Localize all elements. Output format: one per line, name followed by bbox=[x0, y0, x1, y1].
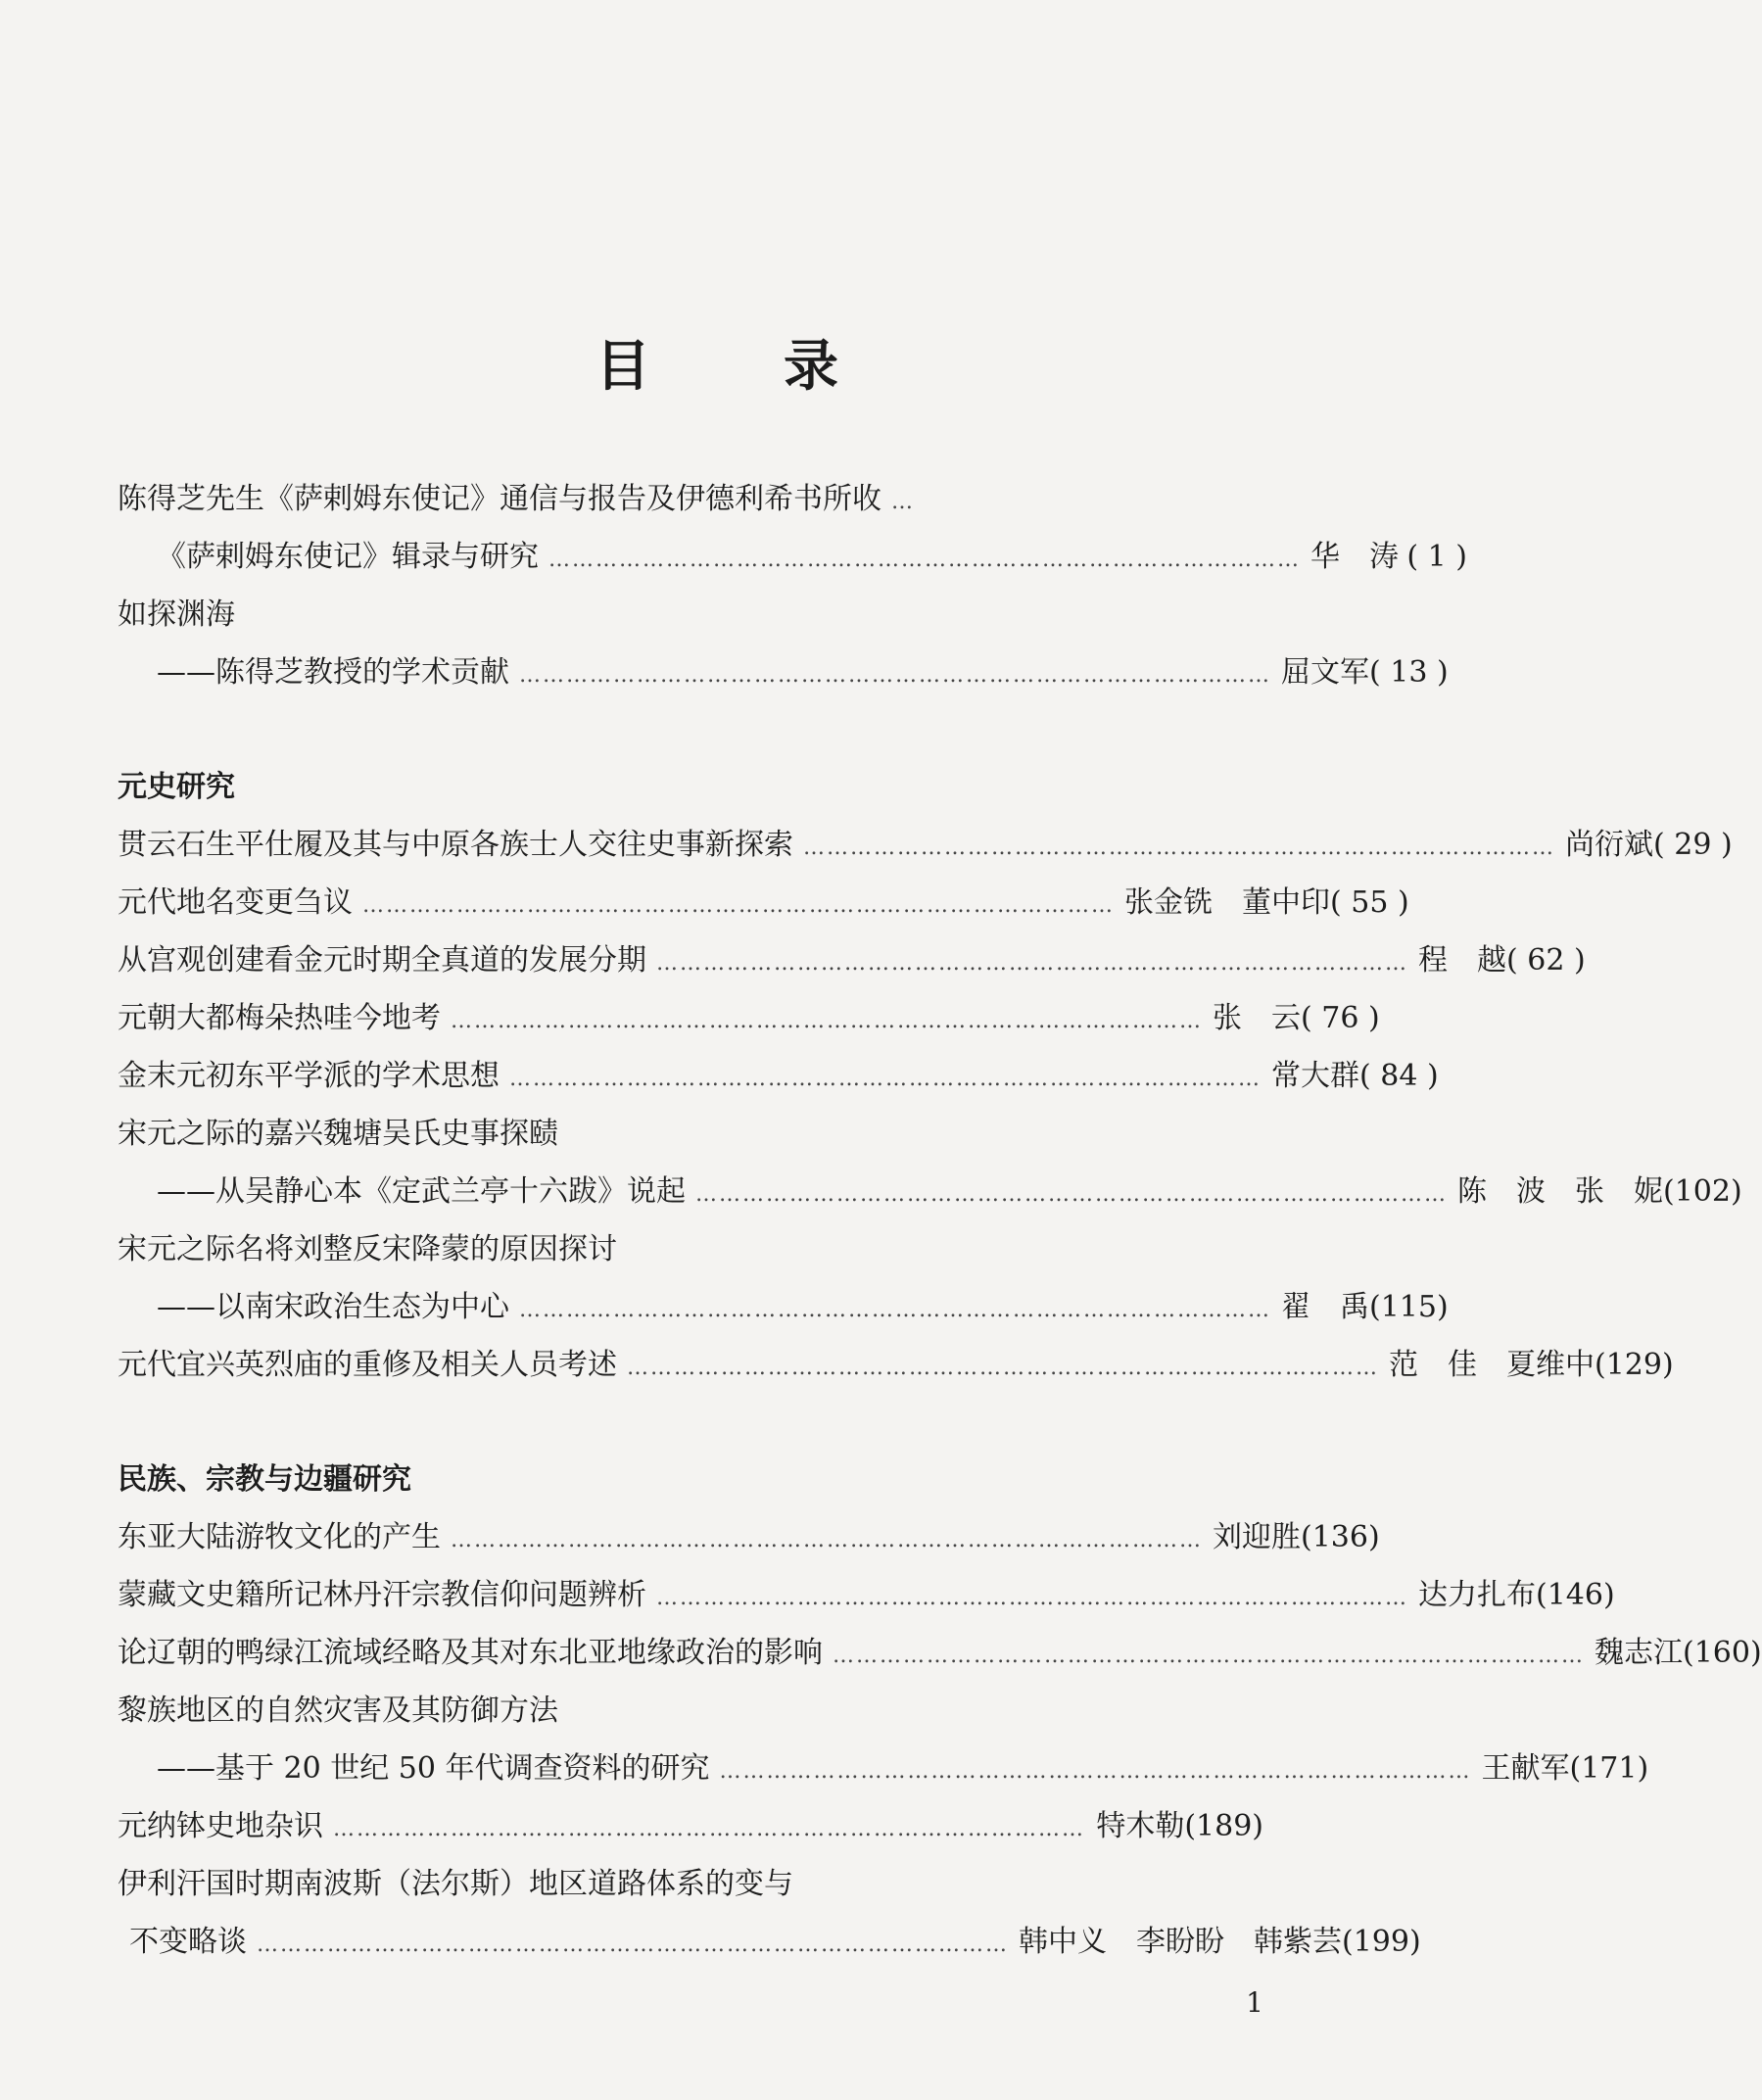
entry-page: (115) bbox=[1369, 1290, 1449, 1324]
toc-entry bbox=[118, 1336, 1674, 1394]
entry-author: 张金铣 董中印 bbox=[1124, 885, 1330, 920]
entry-page: (171) bbox=[1569, 1751, 1649, 1786]
section-heading: 元史研究 bbox=[118, 770, 235, 804]
entry-title: 宋元之际的嘉兴魏塘吴氏史事探赜 bbox=[118, 1117, 558, 1151]
page-number: 1 bbox=[1246, 1986, 1263, 2019]
dot-leader: …………………………………………………………………………………… bbox=[719, 1759, 1472, 1784]
toc-entry bbox=[118, 1797, 1263, 1855]
toc-entry bbox=[118, 1278, 1449, 1336]
entry-title: 伊利汗国时期南波斯（法尔斯）地区道路体系的变与 bbox=[118, 1867, 793, 1901]
section-heading: 民族、宗教与边疆研究 bbox=[118, 1462, 411, 1497]
entry-author: 刘迎胜 bbox=[1213, 1520, 1301, 1554]
entry-title: ——基于 20 世纪 50 年代调查资料的研究 bbox=[157, 1751, 710, 1786]
table-of-contents bbox=[118, 470, 1762, 1971]
entry-page: ( 84 ) bbox=[1359, 1059, 1439, 1093]
entry-title: 宋元之际名将刘整反宋降蒙的原因探讨 bbox=[118, 1232, 617, 1266]
entry-page: (199) bbox=[1342, 1925, 1421, 1959]
entry-author: 张 云 bbox=[1213, 1001, 1301, 1035]
toc-entry bbox=[118, 1163, 1742, 1220]
toc-entry bbox=[118, 528, 1467, 586]
entry-author: 华 涛 bbox=[1310, 540, 1399, 574]
dot-leader: …………………………………………………………………………………… bbox=[548, 548, 1301, 572]
entry-author: 陈 波 张 妮 bbox=[1457, 1174, 1663, 1209]
toc-entry bbox=[118, 1913, 1421, 1971]
entry-page: ( 29 ) bbox=[1653, 828, 1733, 862]
dot-leader: …………………………………………………………………………………… bbox=[627, 1356, 1379, 1380]
entry-page: (146) bbox=[1536, 1578, 1615, 1612]
toc-entry bbox=[118, 1566, 1615, 1624]
entry-author: 韩中义 李盼盼 韩紫芸 bbox=[1019, 1925, 1342, 1959]
entry-title: 金末元初东平学派的学术思想 bbox=[118, 1059, 500, 1093]
toc-entry bbox=[118, 874, 1409, 931]
dot-leader: …………………………………………………………………………………… bbox=[362, 893, 1115, 918]
entry-page: ( 76 ) bbox=[1301, 1001, 1380, 1035]
entry-title: 黎族地区的自然灾害及其防御方法 bbox=[118, 1694, 558, 1728]
entry-title: 如探渊海 bbox=[118, 597, 235, 632]
dot-leader: …………………………………………………………………………………… bbox=[695, 1182, 1448, 1207]
toc-entry bbox=[118, 1220, 1263, 1278]
entry-author: 达力扎布 bbox=[1418, 1578, 1536, 1612]
dot-leader: … bbox=[891, 490, 915, 514]
toc-entry bbox=[118, 586, 1263, 644]
toc-entry bbox=[118, 1624, 1762, 1682]
entry-page: (102) bbox=[1663, 1174, 1742, 1209]
entry-author: 特木勒 bbox=[1096, 1809, 1185, 1843]
toc-entry bbox=[118, 989, 1380, 1047]
dot-leader: …………………………………………………………………………………… bbox=[451, 1528, 1203, 1552]
page-title: 目 录 bbox=[595, 334, 878, 399]
toc-entry bbox=[118, 816, 1733, 874]
toc-entry bbox=[118, 1047, 1439, 1105]
entry-page: (136) bbox=[1301, 1520, 1380, 1554]
dot-leader: …………………………………………………………………………………… bbox=[519, 663, 1271, 688]
dot-leader: …………………………………………………………………………………… bbox=[656, 951, 1408, 976]
entry-page: (189) bbox=[1184, 1809, 1263, 1843]
dot-leader: …………………………………………………………………………………… bbox=[451, 1009, 1203, 1033]
entry-title: 论辽朝的鸭绿江流域经略及其对东北亚地缘政治的影响 bbox=[118, 1636, 823, 1670]
entry-author: 翟 禹 bbox=[1281, 1290, 1369, 1324]
entry-title: 蒙藏文史籍所记林丹汗宗教信仰问题辨析 bbox=[118, 1578, 646, 1612]
entry-page: ( 62 ) bbox=[1506, 943, 1586, 978]
entry-page: ( 55 ) bbox=[1330, 885, 1409, 920]
dot-leader: …………………………………………………………………………………… bbox=[257, 1933, 1009, 1957]
entry-title: 元纳钵史地杂识 bbox=[118, 1809, 323, 1843]
toc-entry bbox=[118, 1105, 1263, 1163]
dot-leader: …………………………………………………………………………………… bbox=[803, 835, 1555, 860]
entry-title: ——陈得芝教授的学术贡献 bbox=[157, 655, 509, 690]
entry-page: (129) bbox=[1595, 1348, 1674, 1382]
entry-page: ( 13 ) bbox=[1369, 655, 1449, 690]
entry-title: 贯云石生平仕履及其与中原各族士人交往史事新探索 bbox=[118, 828, 793, 862]
entry-title: 陈得芝先生《萨剌姆东使记》通信与报告及伊德利希书所收 bbox=[118, 482, 881, 516]
entry-title: 从宫观创建看金元时期全真道的发展分期 bbox=[118, 943, 646, 978]
entry-author: 范 佳 夏维中 bbox=[1389, 1348, 1595, 1382]
entry-title: ——从吴静心本《定武兰亭十六跋》说起 bbox=[157, 1174, 686, 1209]
dot-leader: …………………………………………………………………………………… bbox=[656, 1586, 1408, 1610]
toc-entry bbox=[118, 931, 1586, 989]
entry-title: ——以南宋政治生态为中心 bbox=[157, 1290, 509, 1324]
toc-entry bbox=[118, 470, 1263, 528]
toc-entry bbox=[118, 1682, 1263, 1740]
entry-title: 东亚大陆游牧文化的产生 bbox=[118, 1520, 441, 1554]
entry-title: 不变略谈 bbox=[129, 1925, 247, 1959]
toc-entry bbox=[118, 644, 1449, 701]
dot-leader: …………………………………………………………………………………… bbox=[509, 1067, 1262, 1091]
dot-leader: …………………………………………………………………………………… bbox=[519, 1298, 1271, 1322]
entry-title: 元代宜兴英烈庙的重修及相关人员考述 bbox=[118, 1348, 617, 1382]
entry-author: 屈文军 bbox=[1281, 655, 1369, 690]
entry-author: 魏志江 bbox=[1595, 1636, 1683, 1670]
entry-author: 王献军 bbox=[1481, 1751, 1570, 1786]
entry-author: 常大群 bbox=[1271, 1059, 1359, 1093]
dot-leader: …………………………………………………………………………………… bbox=[333, 1817, 1085, 1841]
toc-entry bbox=[118, 1855, 1263, 1913]
entry-page: ( 1 ) bbox=[1406, 540, 1467, 574]
toc-entry bbox=[118, 1740, 1649, 1797]
entry-page: (160) bbox=[1683, 1636, 1762, 1670]
dot-leader: …………………………………………………………………………………… bbox=[833, 1644, 1585, 1668]
toc-entry bbox=[118, 1508, 1380, 1566]
entry-author: 程 越 bbox=[1418, 943, 1506, 978]
entry-title: 元代地名变更刍议 bbox=[118, 885, 353, 920]
entry-title: 元朝大都梅朵热哇今地考 bbox=[118, 1001, 441, 1035]
entry-title: 《萨剌姆东使记》辑录与研究 bbox=[157, 540, 539, 574]
entry-author: 尚衍斌 bbox=[1565, 828, 1653, 862]
